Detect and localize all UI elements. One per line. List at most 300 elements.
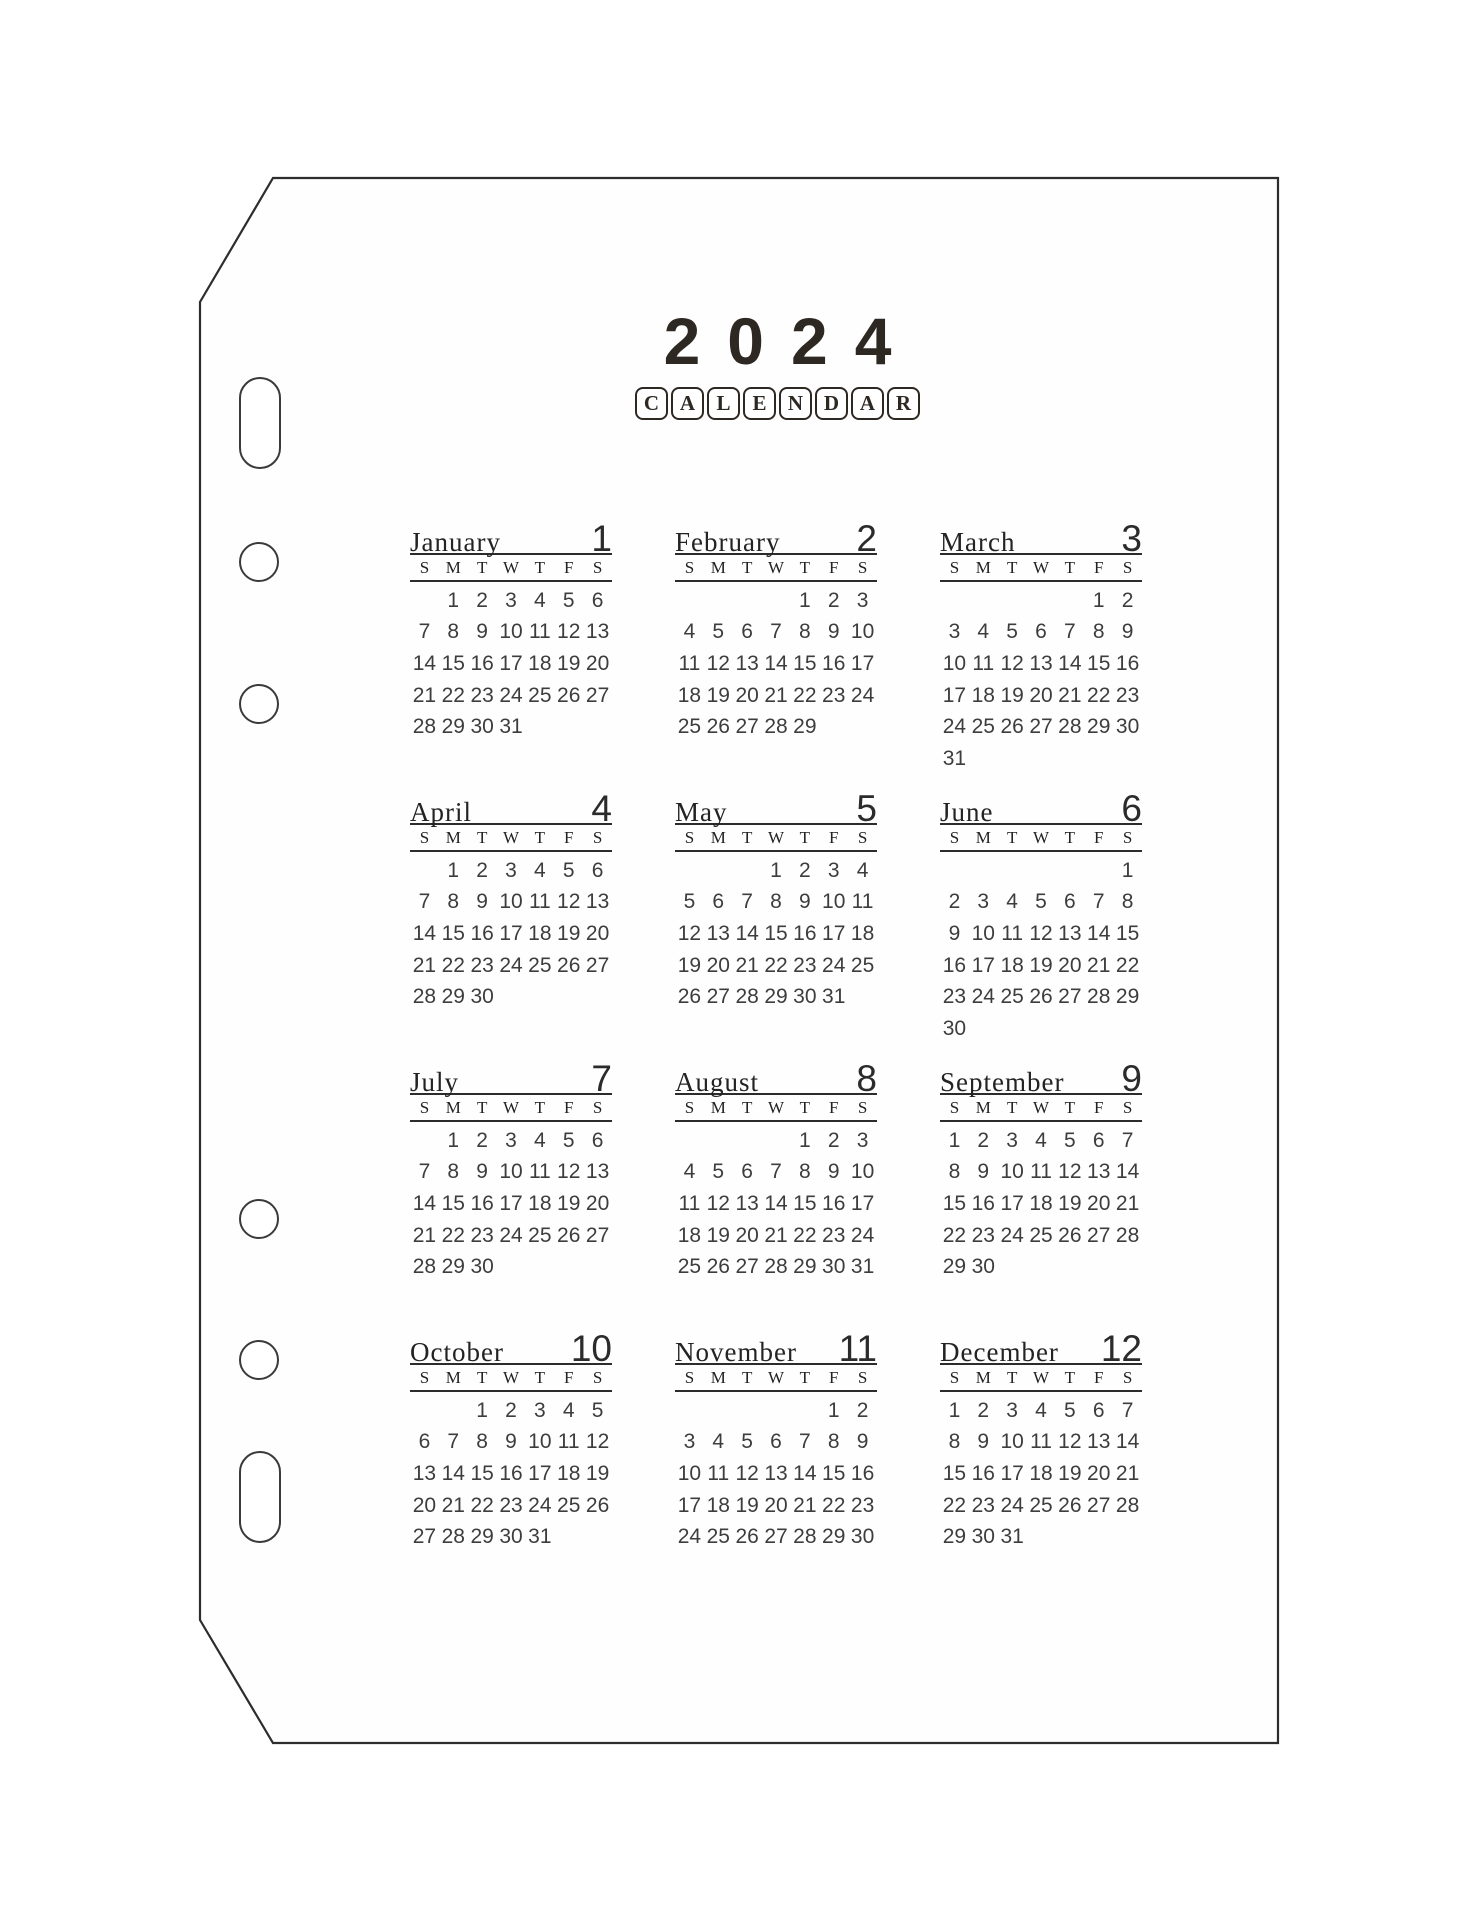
date-cell: 20 [585,1191,610,1215]
calendar-word [410,387,1145,420]
date-cell: 21 [793,1493,817,1517]
month-name: January [410,527,501,557]
date-cell: 10 [499,620,523,644]
weekday-label: S [949,1097,960,1117]
binder-hole-slot-top [240,378,280,468]
date-cell: 6 [591,858,604,882]
date-cell: 8 [827,1430,840,1454]
weekday-label: S [419,1367,430,1387]
month-number: 8 [856,1058,877,1099]
date-cell: 7 [1064,620,1076,644]
date-cell: 30 [942,1016,967,1040]
date-cell: 11 [851,890,874,914]
date-cell: 6 [1064,890,1076,914]
weekday-label: S [684,557,695,577]
calendar-letter-tile: N [779,387,812,420]
date-cell: 2 [505,1398,517,1422]
date-cell: 8 [1092,620,1105,644]
weekday-label: T [476,827,488,847]
month-may [675,788,877,1064]
weekday-label: W [502,1097,520,1117]
date-cell: 24 [499,1223,523,1247]
date-cell: 4 [683,620,696,644]
weekday-label: T [1064,557,1076,577]
date-cell: 16 [1115,651,1140,675]
date-cell: 26 [557,683,581,707]
weekday-divider [940,1120,1142,1122]
date-cell: 19 [1000,683,1024,707]
date-cell: 18 [706,1493,730,1517]
weekday-label: T [799,1097,811,1117]
date-cell: 26 [557,1223,581,1247]
date-cell: 27 [1058,985,1082,1009]
date-cell: 13 [585,1160,610,1184]
weekday-label: T [534,827,546,847]
date-cell: 19 [1029,953,1053,977]
date-cell: 3 [683,1430,696,1454]
date-cell: 27 [1087,1493,1111,1517]
weekday-label: M [445,1097,461,1117]
month-header [675,1058,877,1099]
calendar-letter-tile: A [851,387,884,420]
weekday-label: T [741,1367,753,1387]
date-cell: 3 [505,1128,517,1152]
binder-hole-1 [240,543,278,581]
weekday-header-row [410,1095,612,1120]
date-cell: 31 [942,746,967,770]
date-cell: 22 [793,683,817,707]
date-cell: 28 [441,1525,465,1549]
date-cell: 21 [735,953,759,977]
dates-grid [675,1125,877,1283]
date-cell: 17 [1000,1191,1024,1215]
date-cell: 26 [1058,1493,1082,1517]
date-cell: 11 [528,620,551,644]
date-cell: 7 [418,1160,431,1184]
weekday-label: F [828,827,839,847]
date-cell: 1 [476,1398,488,1422]
date-cell: 10 [850,620,875,644]
date-cell: 14 [1115,1160,1140,1184]
weekday-label: T [741,827,753,847]
date-cell: 9 [977,1160,990,1184]
date-cell: 6 [741,620,753,644]
date-cell: 20 [585,921,610,945]
date-cell: 1 [447,858,460,882]
date-cell: 31 [499,715,523,739]
weekday-label: M [975,557,991,577]
month-number: 6 [1121,788,1142,829]
date-cell: 19 [585,1461,610,1485]
weekday-header-row [675,1095,877,1120]
date-cell: 14 [412,1191,437,1215]
year-title: 2024 [663,304,919,378]
weekday-label: W [767,1367,785,1387]
date-cell: 29 [470,1525,494,1549]
date-cell: 14 [1115,1430,1140,1454]
date-cell: 28 [412,1255,437,1279]
date-cell: 11 [678,651,701,675]
date-cell: 11 [972,651,995,675]
date-cell: 30 [971,1525,995,1549]
date-cell: 3 [534,1398,546,1422]
weekday-label: T [799,827,811,847]
weekday-label: T [799,557,811,577]
date-cell: 20 [1087,1461,1111,1485]
date-cell: 21 [412,683,437,707]
date-cell: 24 [942,715,967,739]
month-january [410,518,612,794]
date-cell: 7 [1121,1398,1134,1422]
date-cell: 27 [585,683,610,707]
date-cell: 27 [1029,715,1053,739]
date-cell: 22 [822,1493,846,1517]
date-cell: 26 [1058,1223,1082,1247]
date-cell: 6 [591,1128,604,1152]
date-cell: 6 [1092,1398,1105,1422]
date-cell: 24 [499,683,523,707]
date-cell: 30 [971,1255,995,1279]
weekday-divider [410,580,612,582]
date-cell: 24 [850,683,875,707]
date-cell: 11 [557,1430,580,1454]
date-cell: 12 [557,890,581,914]
date-cell: 7 [1092,890,1105,914]
date-cell: 13 [585,890,610,914]
date-cell: 23 [470,953,494,977]
date-cell: 9 [1121,620,1134,644]
month-header [410,518,612,559]
dates-grid [940,1125,1142,1283]
calendar-letter-tile: L [707,387,740,420]
date-cell: 26 [1029,985,1053,1009]
date-cell: 22 [441,1223,465,1247]
date-cell: 14 [764,1191,788,1215]
date-cell: 7 [770,1160,782,1184]
date-cell: 1 [770,858,782,882]
date-cell: 14 [412,921,437,945]
weekday-header-row [675,555,877,580]
date-cell: 8 [476,1430,488,1454]
date-cell: 1 [447,1128,460,1152]
weekday-label: S [592,1367,603,1387]
month-name: December [940,1337,1059,1367]
date-cell: 16 [971,1191,995,1215]
date-cell: 28 [1087,985,1111,1009]
weekday-header-row [675,1365,877,1390]
weekday-label: M [710,557,726,577]
date-cell: 17 [499,1191,523,1215]
date-cell: 23 [1115,683,1140,707]
calendar-letter-tile: D [815,387,848,420]
weekday-label: T [741,1097,753,1117]
date-cell: 12 [557,620,581,644]
date-cell: 17 [850,651,875,675]
date-cell: 15 [1115,921,1140,945]
month-name: October [410,1337,504,1367]
date-cell: 27 [735,715,759,739]
date-cell: 10 [942,651,967,675]
weekday-label: S [1122,827,1133,847]
date-cell: 9 [476,1160,488,1184]
date-cell: 18 [1029,1191,1053,1215]
date-cell: 22 [793,1223,817,1247]
date-cell: 13 [1029,651,1053,675]
date-cell: 1 [948,1398,961,1422]
month-number: 11 [838,1328,877,1369]
date-cell: 13 [585,620,610,644]
date-cell: 20 [735,683,759,707]
date-cell: 14 [793,1461,817,1485]
dates-grid [410,1395,612,1553]
date-cell: 10 [499,1160,523,1184]
date-cell: 11 [1001,921,1024,945]
date-cell: 8 [1121,890,1134,914]
date-cell: 25 [1000,985,1024,1009]
date-cell: 27 [764,1525,788,1549]
date-cell: 15 [942,1191,967,1215]
date-cell: 21 [441,1493,465,1517]
date-cell: 16 [470,651,494,675]
date-cell: 12 [706,1191,730,1215]
date-cell: 10 [677,1461,702,1485]
date-cell: 25 [706,1525,730,1549]
month-header [675,788,877,829]
weekday-header-row [940,1365,1142,1390]
date-cell: 10 [1000,1160,1024,1184]
date-cell: 15 [441,651,465,675]
date-cell: 10 [1000,1430,1024,1454]
date-cell: 28 [1115,1223,1140,1247]
date-cell: 27 [412,1525,437,1549]
month-july [410,1058,612,1334]
date-cell: 11 [1030,1430,1052,1454]
date-cell: 18 [528,921,552,945]
date-cell: 9 [827,620,840,644]
date-cell: 16 [499,1461,523,1485]
date-cell: 19 [706,1223,730,1247]
date-cell: 31 [822,985,846,1009]
calendar-letter-tile: R [887,387,920,420]
weekday-header-row [410,825,612,850]
weekday-header-row [410,1365,612,1390]
date-cell: 30 [793,985,817,1009]
date-cell: 25 [971,715,995,739]
month-name: May [675,797,728,827]
month-name: February [675,527,781,557]
month-number: 1 [591,518,612,559]
weekday-label: S [1122,557,1133,577]
weekday-header-row [940,1095,1142,1120]
date-cell: 11 [1030,1160,1052,1184]
date-cell: 26 [706,1255,730,1279]
date-cell: 28 [793,1525,817,1549]
date-cell: 15 [764,921,788,945]
date-cell: 18 [528,1191,552,1215]
date-cell: 23 [793,953,817,977]
weekday-label: T [534,1097,546,1117]
date-cell: 21 [412,953,437,977]
binder-hole-3 [240,1200,278,1238]
page-title [410,304,1145,420]
date-cell: 3 [948,620,961,644]
date-cell: 16 [971,1461,995,1485]
weekday-label: T [1006,1367,1018,1387]
date-cell: 14 [412,651,437,675]
date-cell: 21 [1115,1191,1140,1215]
date-cell: 16 [470,1191,494,1215]
date-cell: 1 [948,1128,961,1152]
date-cell: 25 [528,683,552,707]
date-cell: 16 [822,1191,846,1215]
date-cell: 8 [948,1160,961,1184]
binder-hole-slot-bottom [240,1452,280,1542]
month-number: 9 [1121,1058,1142,1099]
date-cell: 25 [677,715,702,739]
month-name: June [940,797,994,827]
date-cell: 22 [1115,953,1140,977]
date-cell: 29 [942,1525,967,1549]
date-cell: 4 [1006,890,1018,914]
date-cell: 20 [735,1223,759,1247]
weekday-label: W [1032,557,1050,577]
date-cell: 4 [1035,1398,1047,1422]
date-cell: 8 [799,1160,811,1184]
date-cell: 18 [528,651,552,675]
date-cell: 3 [505,588,517,612]
calendar-letter-tile: E [743,387,776,420]
date-cell: 3 [856,1128,869,1152]
date-cell: 1 [1121,858,1134,882]
weekday-label: M [445,827,461,847]
date-cell: 29 [793,715,817,739]
date-cell: 18 [677,683,702,707]
month-header [410,788,612,829]
weekday-label: T [1006,827,1018,847]
date-cell: 7 [418,620,431,644]
weekday-label: S [857,1367,868,1387]
date-cell: 2 [476,588,488,612]
date-cell: 30 [499,1525,523,1549]
weekday-label: T [1006,1097,1018,1117]
weekday-label: T [476,1367,488,1387]
weekday-label: T [799,1367,811,1387]
month-header [410,1328,612,1369]
date-cell: 28 [1058,715,1082,739]
weekday-label: W [1032,1097,1050,1117]
date-cell: 3 [827,858,840,882]
date-cell: 8 [799,620,811,644]
date-cell: 19 [706,683,730,707]
weekday-label: M [710,1367,726,1387]
date-cell: 12 [585,1430,610,1454]
month-name: September [940,1067,1065,1097]
date-cell: 11 [707,1461,730,1485]
date-cell: 8 [447,890,460,914]
date-cell: 7 [799,1430,811,1454]
date-cell: 6 [418,1430,431,1454]
date-cell: 27 [735,1255,759,1279]
date-cell: 13 [412,1461,437,1485]
date-cell: 6 [712,890,725,914]
date-cell: 5 [1064,1398,1076,1422]
month-august [675,1058,877,1334]
weekday-label: S [857,557,868,577]
date-cell: 30 [822,1255,846,1279]
month-number: 2 [856,518,877,559]
date-cell: 15 [441,921,465,945]
weekday-label: T [1064,827,1076,847]
binder-hole-4 [240,1341,278,1379]
month-march [940,518,1142,794]
date-cell: 28 [412,985,437,1009]
date-cell: 12 [1058,1430,1082,1454]
date-cell: 17 [850,1191,875,1215]
weekday-header-row [940,825,1142,850]
date-cell: 8 [447,620,460,644]
weekday-divider [940,580,1142,582]
date-cell: 2 [827,588,840,612]
date-cell: 22 [1087,683,1111,707]
date-cell: 24 [1000,1223,1024,1247]
month-october [410,1328,612,1604]
date-cell: 26 [585,1493,610,1517]
date-cell: 29 [793,1255,817,1279]
date-cell: 10 [822,890,846,914]
month-number: 10 [570,1328,612,1369]
date-cell: 5 [741,1430,753,1454]
month-header [940,788,1142,829]
date-cell: 29 [822,1525,846,1549]
date-cell: 24 [850,1223,875,1247]
date-cell: 2 [856,1398,869,1422]
weekday-label: F [563,1097,574,1117]
date-cell: 5 [1006,620,1018,644]
date-cell: 2 [799,858,811,882]
weekday-label: F [828,1097,839,1117]
weekday-divider [940,850,1142,852]
date-cell: 13 [1058,921,1082,945]
month-header [410,1058,612,1099]
date-cell: 29 [764,985,788,1009]
weekday-label: T [534,1367,546,1387]
date-cell: 4 [562,1398,575,1422]
date-cell: 19 [1058,1191,1082,1215]
date-cell: 31 [850,1255,875,1279]
date-cell: 7 [447,1430,460,1454]
date-cell: 17 [677,1493,702,1517]
month-number: 5 [856,788,877,829]
date-cell: 9 [977,1430,990,1454]
date-cell: 20 [585,651,610,675]
month-april [410,788,612,1064]
date-cell: 24 [971,985,995,1009]
date-cell: 23 [499,1493,523,1517]
dates-grid [410,585,612,743]
date-cell: 10 [971,921,995,945]
weekday-label: F [1093,1367,1104,1387]
date-cell: 8 [948,1430,961,1454]
month-december [940,1328,1142,1604]
date-cell: 12 [706,651,730,675]
calendar-letter-tile: C [635,387,668,420]
date-cell: 5 [683,890,696,914]
date-cell: 25 [557,1493,581,1517]
date-cell: 18 [971,683,995,707]
date-cell: 23 [971,1493,995,1517]
date-cell: 9 [476,890,488,914]
date-cell: 22 [441,953,465,977]
